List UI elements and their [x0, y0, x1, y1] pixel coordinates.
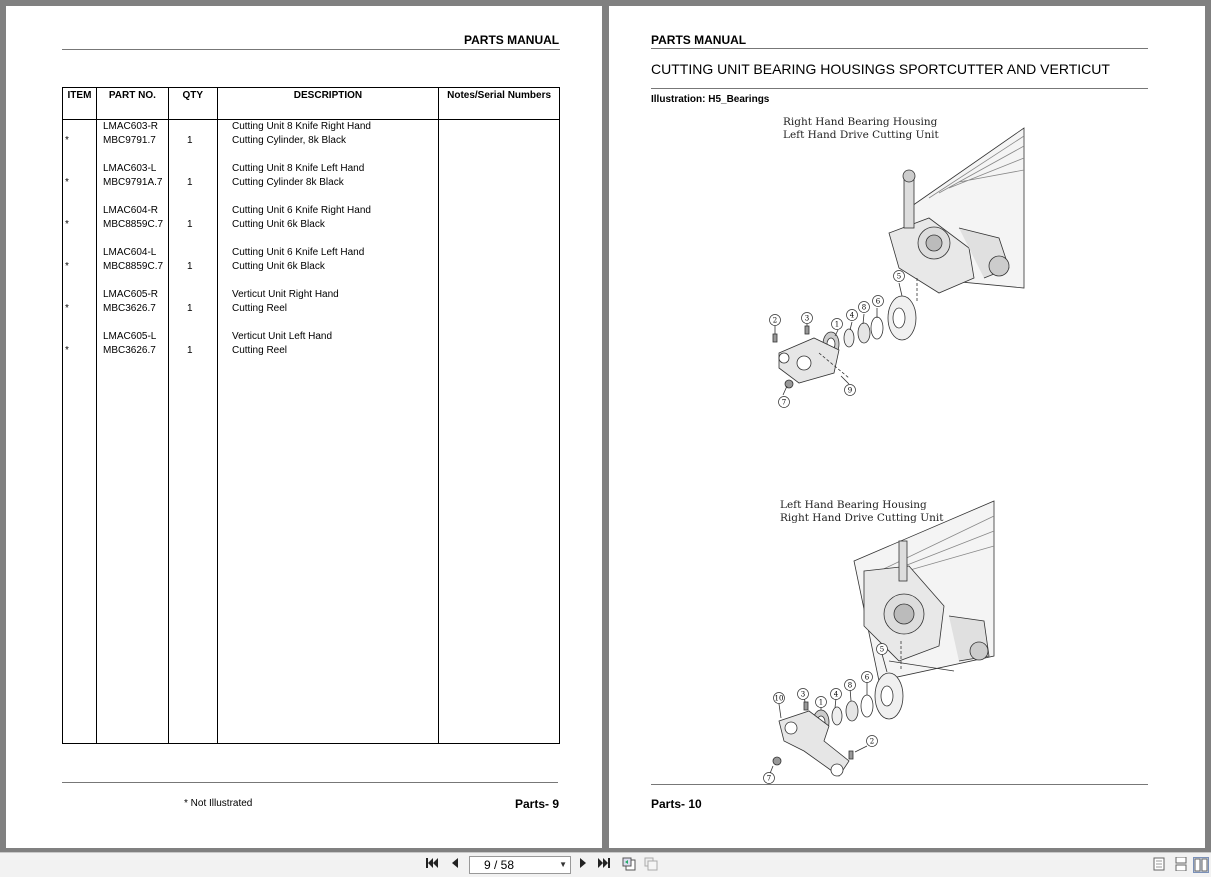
illustration-label: Illustration: H5_Bearings	[651, 94, 770, 105]
bottom-callout-label: 3	[800, 690, 806, 699]
top-callout-label: 5	[896, 272, 902, 281]
row-part-number: LMAC604-L	[103, 247, 157, 258]
row-description: Cutting Unit 6 Knife Right Hand	[232, 205, 371, 216]
bottom-callout-label: 5	[879, 645, 885, 654]
row-description: Verticut Unit Right Hand	[232, 289, 339, 300]
prev-page-icon[interactable]	[447, 857, 463, 873]
row-item: *	[65, 177, 69, 188]
row-qty: 1	[187, 261, 193, 272]
last-page-icon[interactable]	[596, 857, 612, 873]
header-rule	[62, 49, 560, 50]
top-callout-label: 4	[849, 311, 855, 320]
row-part-number: MBC3626.7	[103, 345, 156, 356]
row-item: *	[65, 219, 69, 230]
row-description: Cutting Unit 8 Knife Right Hand	[232, 121, 371, 132]
top-callout-label: 8	[861, 303, 867, 312]
row-qty: 1	[187, 345, 193, 356]
page-number-field[interactable]	[469, 856, 571, 874]
page-title: CUTTING UNIT BEARING HOUSINGS SPORTCUTTER AND VERTICUT	[651, 61, 1110, 77]
right-page-number: Parts- 10	[651, 797, 702, 811]
top-bearing-diagram	[759, 118, 1029, 408]
bottom-callout-label: 10	[774, 694, 784, 703]
row-description: Cutting Reel	[232, 345, 288, 356]
left-page-number: Parts- 9	[515, 797, 560, 811]
column-header-qty: QTY	[168, 88, 217, 120]
right-page	[609, 6, 1205, 848]
bottom-callout-label: 1	[818, 698, 824, 707]
footer-rule	[62, 782, 558, 783]
row-part-number: MBC9791A.7	[103, 177, 163, 188]
pdf-viewer-toolbar	[0, 852, 1211, 877]
row-item: *	[65, 345, 69, 356]
row-item: *	[65, 135, 69, 146]
row-part-number: LMAC603-R	[103, 121, 159, 132]
column-header-description: DESCRIPTION	[217, 88, 438, 120]
row-part-number: MBC8859C.7	[103, 219, 164, 230]
row-qty: 1	[187, 303, 193, 314]
top-callout-label: 2	[772, 316, 778, 325]
left-page	[6, 6, 602, 848]
single-page-view-icon[interactable]	[1151, 857, 1167, 873]
row-part-number: MBC8859C.7	[103, 261, 164, 272]
bottom-callout-label: 8	[847, 681, 853, 690]
header-rule	[651, 48, 1148, 49]
right-page-header: PARTS MANUAL	[651, 33, 747, 47]
next-page-icon[interactable]	[575, 857, 591, 873]
facing-view-icon[interactable]	[1193, 857, 1209, 873]
row-item: *	[65, 261, 69, 272]
previous-view-icon[interactable]	[621, 857, 637, 873]
title-rule	[651, 88, 1148, 89]
left-page-header: PARTS MANUAL	[464, 33, 560, 47]
not-illustrated-note: * Not Illustrated	[184, 798, 253, 809]
top-callout-label: 3	[804, 314, 810, 323]
bottom-callout-label: 4	[833, 690, 839, 699]
row-item: *	[65, 303, 69, 314]
bottom-callout-label: 7	[766, 774, 772, 783]
top-diagram-caption: Right Hand Bearing Housing Left Hand Drive Cutting Unit	[783, 116, 939, 141]
row-description: Verticut Unit Left Hand	[232, 331, 333, 342]
column-header-part-no: PART NO.	[96, 88, 168, 120]
row-part-number: LMAC605-R	[103, 289, 159, 300]
row-description: Cutting Reel	[232, 303, 288, 314]
top-callout-label: 6	[875, 297, 881, 306]
row-part-number: LMAC603-L	[103, 163, 157, 174]
next-view-icon[interactable]	[643, 857, 659, 873]
column-header-item: ITEM	[63, 88, 97, 120]
top-callout-label: 9	[847, 386, 853, 395]
row-description: Cutting Cylinder 8k Black	[232, 177, 344, 188]
row-part-number: MBC3626.7	[103, 303, 156, 314]
chevron-down-icon[interactable]: ▼	[559, 860, 567, 869]
first-page-icon[interactable]	[424, 857, 440, 873]
row-description: Cutting Unit 8 Knife Left Hand	[232, 163, 365, 174]
row-qty: 1	[187, 177, 193, 188]
row-part-number: LMAC605-L	[103, 331, 157, 342]
page-indicator: 9 / 58	[484, 858, 515, 872]
bottom-callout-label: 6	[864, 673, 870, 682]
row-part-number: MBC9791.7	[103, 135, 156, 146]
top-callout-label: 7	[781, 398, 787, 407]
row-description: Cutting Unit 6k Black	[232, 219, 325, 230]
continuous-view-icon[interactable]	[1173, 857, 1189, 873]
footer-rule	[651, 784, 1148, 785]
bottom-callout-label: 2	[869, 737, 875, 746]
row-description: Cutting Cylinder, 8k Black	[232, 135, 346, 146]
bottom-bearing-diagram	[759, 496, 1019, 796]
row-qty: 1	[187, 219, 193, 230]
row-description: Cutting Unit 6 Knife Left Hand	[232, 247, 365, 258]
row-part-number: LMAC604-R	[103, 205, 159, 216]
top-callout-label: 1	[834, 320, 840, 329]
bottom-diagram-caption: Left Hand Bearing Housing Right Hand Drive Cutting Unit	[780, 499, 944, 524]
column-header-notes: Notes/Serial Numbers	[439, 88, 560, 120]
row-qty: 1	[187, 135, 193, 146]
row-description: Cutting Unit 6k Black	[232, 261, 325, 272]
